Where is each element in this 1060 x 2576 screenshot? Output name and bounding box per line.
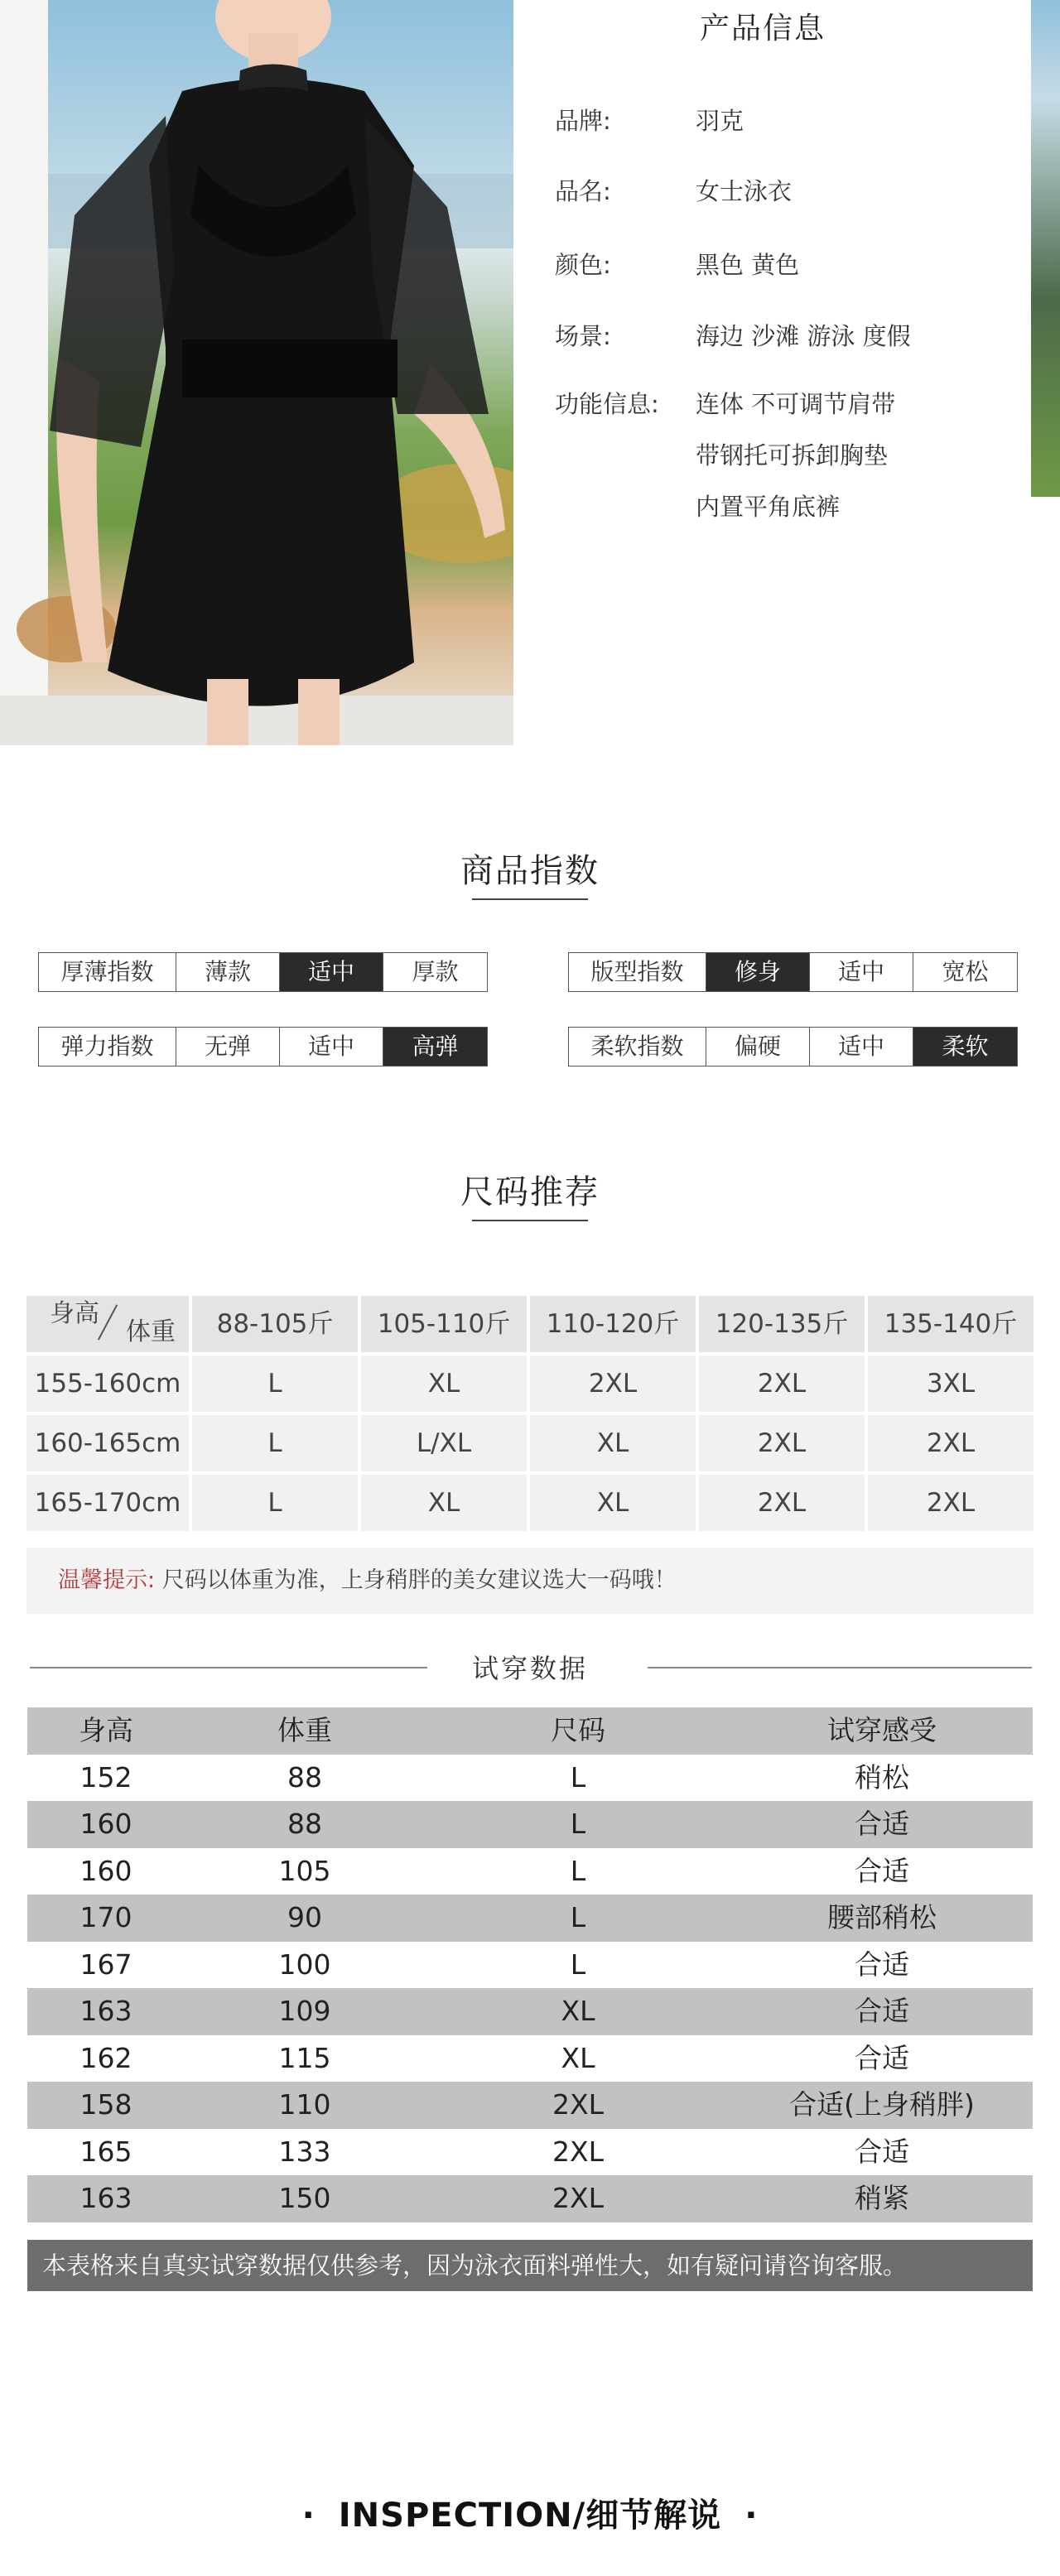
index-option-selected: 修身 [706, 953, 810, 991]
trial-cell: L [570, 1808, 586, 1840]
trial-table [27, 1707, 1033, 2222]
trial-cell: 稍紧 [855, 2182, 909, 2214]
index-option-selected: 柔软 [913, 1028, 1017, 1066]
inspection-heading [0, 2489, 1060, 2536]
trial-header-size: 尺码 [551, 1714, 605, 1746]
trial-disclaimer: 本表格来自真实试穿数据仅供参考，因为泳衣面料弹性大，如有疑问请咨询客服。 [27, 2240, 1033, 2291]
size-table-corner [26, 1296, 189, 1352]
trial-table-row [27, 1801, 1033, 1848]
trial-cell: 160 [80, 1854, 132, 1887]
trial-cell: 88 [287, 1808, 322, 1840]
info-value: 黑色 黄色 [696, 251, 800, 279]
index-option-selected: 适中 [280, 953, 383, 991]
size-cell: 2XL [699, 1415, 865, 1471]
bullet-dot-right: · [744, 2497, 759, 2535]
section-underline [472, 1220, 588, 1221]
trial-cell: 2XL [552, 2182, 604, 2214]
trial-cell: 170 [80, 1901, 132, 1933]
trial-cell: XL [561, 1995, 595, 2027]
tip-label: 温馨提示: [58, 1567, 156, 1593]
trial-cell: 110 [278, 2088, 331, 2121]
height-cell: 155-160cm [26, 1355, 189, 1412]
trial-cell: 合适 [855, 2135, 909, 2168]
trial-cell: 158 [80, 2088, 132, 2121]
trial-table-row [27, 1988, 1033, 2035]
size-cell: L [192, 1475, 358, 1531]
inspection-title: INSPECTION/细节解说 [338, 2497, 722, 2535]
info-value: 女士泳衣 [696, 177, 793, 205]
corner-height-label: 身高 [50, 1299, 99, 1328]
trial-cell: 162 [80, 2041, 132, 2074]
index-option: 适中 [810, 953, 913, 991]
index-label: 柔软指数 [569, 1028, 706, 1066]
trial-table-header-row [27, 1707, 1033, 1755]
corner-divider [98, 1304, 118, 1340]
weight-column-header: 110-120斤 [530, 1296, 696, 1352]
trial-cell: 105 [278, 1854, 331, 1887]
trial-table-row [27, 2082, 1033, 2129]
index-section-title: 商品指数 [460, 852, 600, 890]
product-hero [0, 0, 1060, 745]
trial-cell: 115 [278, 2041, 331, 2074]
weight-column-header: 120-135斤 [699, 1296, 865, 1352]
size-cell: XL [530, 1475, 696, 1531]
index-option: 薄款 [176, 953, 280, 991]
size-cell: XL [361, 1475, 527, 1531]
info-function-line-2: 带钢托可拆卸胸垫 [696, 441, 889, 469]
info-row-color [555, 247, 799, 281]
trial-table-row [27, 1942, 1033, 1989]
trial-table-row [27, 2175, 1033, 2222]
trial-cell: 合适 [855, 1854, 909, 1887]
size-cell: 2XL [868, 1475, 1034, 1531]
index-table-elasticity [38, 1027, 488, 1067]
info-row-name [555, 173, 792, 207]
info-value: 连体 不可调节肩带 [696, 390, 896, 418]
trial-cell: L [570, 1854, 586, 1887]
section-underline [472, 898, 588, 900]
trial-cell: 150 [278, 2182, 331, 2214]
info-key: 品名: [555, 177, 611, 205]
size-cell: 3XL [868, 1355, 1034, 1412]
trial-table-row [27, 1895, 1033, 1942]
index-option: 偏硬 [706, 1028, 810, 1066]
weight-column-header: 88-105斤 [192, 1296, 358, 1352]
trial-table-row [27, 2035, 1033, 2082]
trial-title-right-rule [648, 1667, 1032, 1668]
tip-text: 尺码以体重为准，上身稍胖的美女建议选大一码哦！ [161, 1567, 677, 1593]
size-cell: 2XL [699, 1355, 865, 1412]
size-table-row [26, 1415, 1034, 1473]
trial-cell: 152 [80, 1760, 132, 1794]
trial-cell: 100 [278, 1948, 331, 1981]
info-value: 羽克 [696, 107, 744, 135]
size-cell: XL [361, 1355, 527, 1412]
trial-cell: 合适 [855, 2041, 909, 2074]
size-table-row [26, 1475, 1034, 1533]
trial-cell: 稍松 [855, 1760, 909, 1794]
trial-cell: 合适(上身稍胖) [789, 2088, 975, 2121]
trial-cell: 合适 [855, 1808, 909, 1840]
trial-cell: 163 [80, 1995, 132, 2027]
weight-column-header: 135-140斤 [868, 1296, 1034, 1352]
trial-cell: XL [561, 2041, 595, 2074]
info-row-brand [555, 103, 744, 137]
size-cell: L [192, 1355, 358, 1412]
size-cell: 2XL [699, 1475, 865, 1531]
size-tip [26, 1548, 1034, 1614]
index-table-softness [568, 1027, 1018, 1067]
size-cell: 2XL [868, 1415, 1034, 1471]
background-scenery-strip [1031, 0, 1060, 497]
index-label: 厚薄指数 [39, 953, 176, 991]
index-option: 厚款 [383, 953, 487, 991]
size-section-title: 尺码推荐 [460, 1173, 600, 1211]
index-table-fit [568, 952, 1018, 992]
size-table-header-row [26, 1296, 1034, 1354]
index-option: 无弹 [176, 1028, 280, 1066]
index-option: 适中 [810, 1028, 913, 1066]
trial-cell: 腰部稍松 [827, 1901, 937, 1933]
trial-cell: L [570, 1948, 586, 1981]
trial-cell: 90 [287, 1901, 322, 1933]
info-value: 海边 沙滩 游泳 度假 [696, 322, 911, 350]
index-table-thickness [38, 952, 488, 992]
info-row-function [555, 386, 895, 420]
info-key: 功能信息: [555, 390, 659, 418]
info-key: 品牌: [555, 107, 611, 135]
trial-cell: 合适 [855, 1948, 909, 1981]
trial-cell: 109 [278, 1995, 331, 2027]
corner-weight-label: 体重 [126, 1317, 176, 1346]
trial-cell: 2XL [552, 2135, 604, 2168]
height-cell: 165-170cm [26, 1475, 189, 1531]
weight-column-header: 105-110斤 [361, 1296, 527, 1352]
size-table [26, 1296, 1034, 1614]
trial-section-title: 试穿数据 [471, 1653, 588, 1684]
trial-cell: 88 [287, 1760, 322, 1794]
size-table-row [26, 1355, 1034, 1413]
trial-cell: 163 [80, 2182, 132, 2214]
index-label: 版型指数 [569, 953, 706, 991]
info-key: 场景: [555, 322, 611, 350]
size-cell: L [192, 1415, 358, 1471]
trial-header-weight: 体重 [277, 1714, 332, 1746]
bullet-dot-left: · [301, 2497, 316, 2535]
model-photo [0, 0, 513, 745]
size-cell: XL [530, 1415, 696, 1471]
info-key: 颜色: [555, 251, 611, 279]
info-function-line-3: 内置平角底裤 [696, 493, 841, 521]
height-cell: 160-165cm [26, 1415, 189, 1471]
trial-cell: L [570, 1901, 586, 1933]
trial-cell: L [570, 1760, 586, 1794]
trial-table-row [27, 1848, 1033, 1895]
size-cell: L/XL [361, 1415, 527, 1471]
trial-cell: 165 [80, 2135, 132, 2168]
index-option: 适中 [280, 1028, 383, 1066]
info-row-scene [555, 318, 911, 352]
product-info-title: 产品信息 [700, 12, 826, 46]
trial-table-row [27, 2129, 1033, 2176]
trial-cell: 133 [278, 2135, 331, 2168]
trial-cell: 2XL [552, 2088, 604, 2121]
trial-header-feeling: 试穿感受 [827, 1714, 937, 1746]
trial-cell: 合适 [855, 1995, 909, 2027]
trial-table-row [27, 1755, 1033, 1802]
trial-cell: 160 [80, 1808, 132, 1840]
trial-cell: 167 [80, 1948, 132, 1981]
size-cell: 2XL [530, 1355, 696, 1412]
index-label: 弹力指数 [39, 1028, 176, 1066]
index-option-selected: 高弹 [383, 1028, 487, 1066]
trial-header-height: 身高 [79, 1714, 133, 1746]
index-option: 宽松 [913, 953, 1017, 991]
